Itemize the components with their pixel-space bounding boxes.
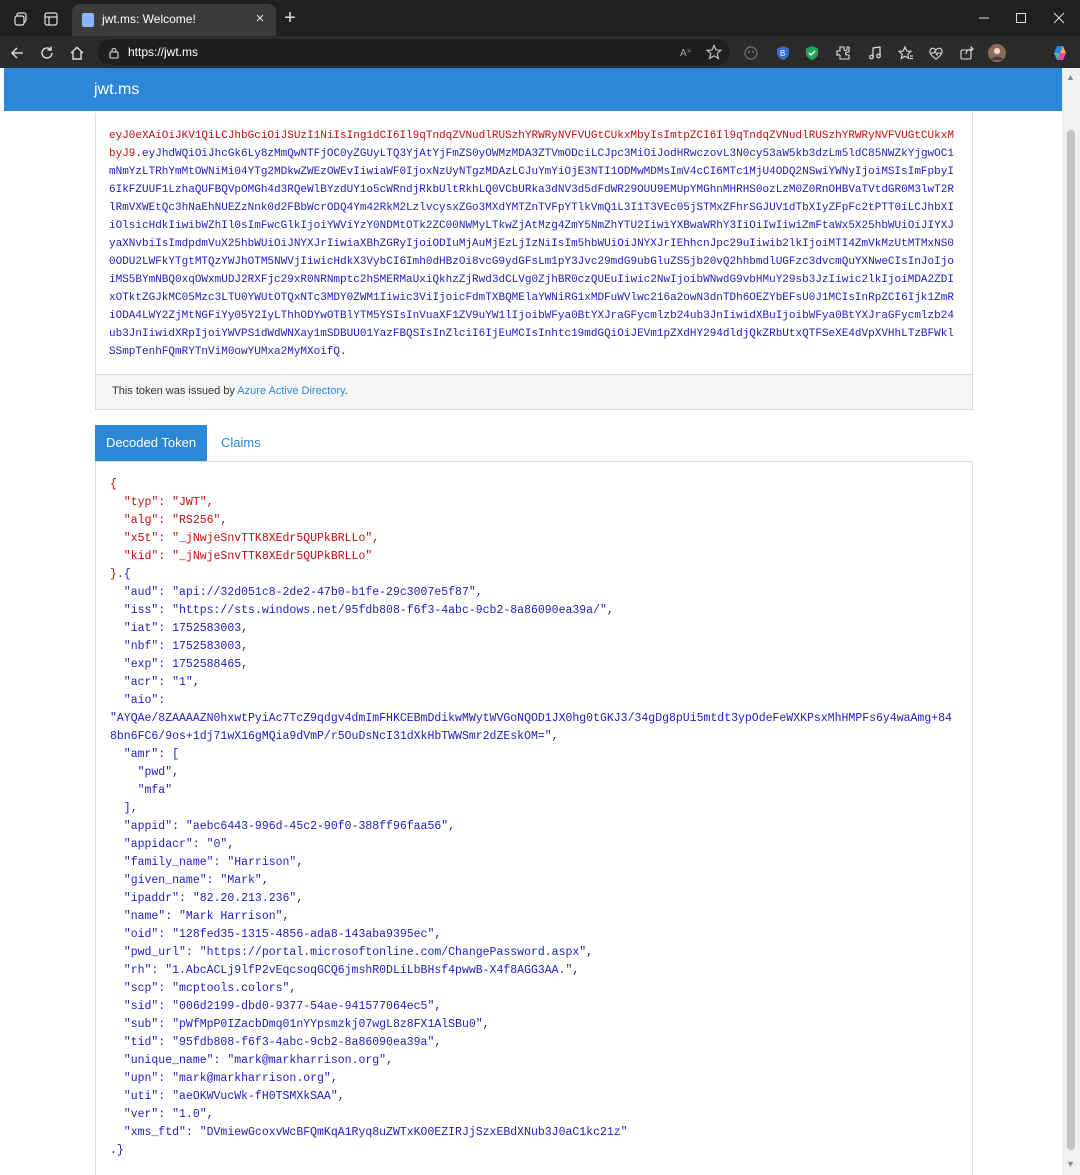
token-separator: . [135,148,143,160]
scrollbar-thumb[interactable] [1067,130,1075,1150]
media-icon[interactable] [866,44,884,62]
maximize-icon[interactable] [1007,8,1035,28]
decoded-json-line: "kid": "_jNwjeSnvTTK8XEdr5QUPkBRLLo" [110,550,373,563]
decoded-json-line: "upn": "mark@markharrison.org", [110,1072,338,1085]
decoded-json-line: "oid": "128fed35-1315-4856-ada8-143aba9395ec", [110,928,442,941]
share-icon[interactable] [958,44,976,62]
browser-toolbar [0,36,1080,68]
decoded-json-line: "family_name": "Harrison", [110,856,304,869]
home-icon[interactable] [66,42,88,64]
json-token: } [116,1144,124,1157]
lock-icon[interactable] [108,46,120,64]
decoded-json-line: "uti": "aeOKWVucWk-fH0TSMXkSAA", [110,1090,345,1103]
svg-text:A: A [680,48,687,59]
token-view-tabs [95,425,973,461]
adblock-shield-icon[interactable] [803,44,821,62]
decoded-json-line: 8bn6FC6/9os+1dj71wX16gMQia9dVmP/r5OuDsNcI31dXkHbTWWSmr2dZEskOM=", [110,730,559,743]
app-header [4,68,1062,111]
back-icon[interactable] [6,42,28,64]
profile-icon[interactable] [988,44,1006,62]
decoded-json-line: ], [110,802,138,815]
decoded-json-line: "appidacr": "0", [110,838,235,851]
issuer-suffix: . [344,385,348,397]
decoded-json-line: "sub": "pWfMpP0IZacbDmq01nYYpsmzkj07wgL8z8FX1AlSBu0", [110,1018,490,1031]
decoded-json-line: "aio": [110,694,166,707]
decoded-json-line: "ver": "1.0", [110,1108,214,1121]
decoded-json-line: "xms_ftd": "DVmiewGcoxvWcBFQmKqA1Ryq8uZWTxKO0EZIRJjSzxEBdXNub3J0aC1kc21z" [110,1126,628,1139]
decoded-json-line: "ipaddr": "82.20.213.236", [110,892,304,905]
decoded-json-line: "amr": [ [110,748,180,761]
json-token: . [110,1144,117,1157]
favorites-icon[interactable] [897,44,915,62]
decoded-json-line: "nbf": 1752583003, [110,640,249,653]
token-payload-segment: eyJhdWQiOiJhcGk6Ly8zMmQwNTFjOC0yZGUyLTQ3YjAtYjFmZS0yOWMzMDA3ZTVmODciLCJpc3MiOiJodHRwczovL3N0cy53aW5kb3dzLm5ldC85NWZkYjgwOC1mNmYzLTRhYmMtOWNiMi04YTg2MDkwZWEzOWEvIiwiaWF0IjoxNzUyNTgzMDAzLCJuYmYiOjE3NTI1ODMwMDMsImV4cCI6MTc1MjU4ODQ2NSwiYWNyIjoiMSIsImFpbyI6IkFZUUF1LzhaQUFBQVpOMGh4d3RQeWlBYzdUY1o5cWRndjRkbUltRkhLQ0VCbURka3dNV3d5dFdWR29OUU9EMUpYMGhnMHRHS0ozLzM0Z0RnOHBVaTVtdGR0M3lwT2RlRmVXWEtQc3hNaEhNUEZzNnk0d2FBbWcrODQ4Ym42RkM2LzlvcysxZGo3MXdYMTZnTVFpYTlkVmQ1L3I1T3VEc05jSTMxZFhrSGJUV1dTbXIyZFpFc2tPTT0iLCJhbXIiOlsicHdkIiwibWZhIl0sImFwcGlkIjoiYWViYzY0NDMtOTk2ZC00NWMyLTkwZjAtMzg4ZmY5NmZhYTU2IiwiYXBwaWRhY3IiOiIwIiwiZmFtaWx5X25hbWUiOiJIYXJyaXNvbiIsImdpdmVuX25hbWUiOiJNYXJrIiwiaXBhZGRyIjoiODIuMjAuMjEzLjIzNiIsIm5hbWUiOiJNYXJrIEhhcnJpc29uIiwib2lkIjoiMTI4ZmVkMzUtMTMxNS00ODU2LWFkYTgtMTQzYWJhOTM5NWVjIiwicHdkX3VybCI6Imh0dHBzOi8vcG9ydGFsLm1pY3Jvc29mdG9ubGluZS5jb20vQ2hhbmdlUGFzc3dvcmQuYXNweCIsInJoIjoiMS5BYmNBQ0xqOWxmUDJ2RXFjc29xR0NRNmptc2hSMERMaUxiQkhzZjRwd3dCLVg0ZjhBR0czQUEuIiwic2NwIjoibWNwdG9vbHMuY29sb3JzIiwic2lkIjoiMDA2ZDIxOTktZGJkMC05Mzc3LTU0YWUtOTQxNTc3MDY0ZWM1Iiwic3ViIjoicFdmTXBQMElaYWNiRG1xMDFuWVlwc216a2owN3dnTDh6OEZYbEFsU0J1MCIsInRpZCI6Ijk1ZmRiODA4LWY2ZjMtNGFiYy05Y2IyLThhODYwOTBlYTM5YSIsInVuaXF1ZV9uYW1lIjoibWFya0BtYXJraGFycmlzb24ub3JnIiwidXBuIjoibWFya0BtYXJraGFycmlzb24ub3JnIiwidXRpIjoiYWVPS1dWdWNXay1mSDBUU01YazFBQSIsInZlciI6IjEuMCIsInhtc19mdGQiOiJEVm1pZXdHY294dldjQkZRbUtxQTFSeXE4dVpXVHhLTzBFWklSSmpTenhFQmRYTnViM0owYUMxa2MyMXoifQ [109,148,954,358]
encoded-token-panel [95,113,973,375]
decoded-json-line: "typ": "JWT", [110,496,214,509]
close-window-icon[interactable] [1045,8,1073,28]
decoded-json-line: "alg": "RS256", [110,514,228,527]
decoded-json-line: "pwd", [110,766,180,779]
tab-claims[interactable]: Claims [221,435,261,450]
encoded-token[interactable] [109,127,959,361]
decoded-json-line [110,566,131,584]
issuer-footer [95,374,973,410]
decoded-json-line: "exp": 1752588465, [110,658,249,671]
favorite-icon[interactable] [706,44,722,60]
svg-text:»: » [687,48,691,55]
decoded-json-line: "mfa" [110,784,173,797]
json-token: . [116,568,124,581]
svg-text:B: B [780,49,786,58]
address-bar[interactable] [98,39,730,65]
tab-title: jwt.ms: Welcome! [102,12,196,26]
decoded-json-line: "name": "Mark Harrison", [110,910,290,923]
token-header-segment: eyJ0eXAiOiJKV1QiLCJhbGciOiJSUzI1NiIsIng1dCI6Il9qTndqZVNudlRUSzhYRWRyNVFVUGtCUkxMbyIsImtpZCI6Il9qTndqZVNudlRUSzhYRWRyNVFVUGtCUkxMbyJ9 [109,130,954,160]
azure-ad-link[interactable]: Azure Active Directory [237,385,345,397]
url-text[interactable]: https://jwt.ms [128,45,199,59]
token-separator: . [340,346,347,358]
decoded-json-line: "aud": "api://32d051c8-2de2-47b0-b1fe-29c3007e5f87", [110,586,483,599]
browser-tab-bar [0,0,1080,36]
tab-close-icon[interactable]: × [255,10,265,27]
refresh-icon[interactable] [36,42,58,64]
decoded-json-line: "scp": "mcptools.colors", [110,982,297,995]
decoded-json-line: "iss": "https://sts.windows.net/95fdb808-f6f3-4abc-9cb2-8a86090ea39a/", [110,604,614,617]
tab-actions-icon[interactable] [40,8,62,30]
page-scrollbar[interactable] [1062,68,1080,1175]
json-token: } [110,568,117,581]
workspaces-icon[interactable] [10,8,32,30]
page-viewport [4,68,1062,1175]
decoded-json-line: "unique_name": "mark@markharrison.org", [110,1054,393,1067]
decoded-json-line [110,1142,124,1160]
read-aloud-icon[interactable] [680,44,696,60]
scroll-down-icon[interactable]: ▼ [1066,1159,1075,1169]
decoded-json-line: "appid": "aebc6443-996d-45c2-90f0-388ff96faa56", [110,820,456,833]
decoded-json-line: "AYQAe/8ZAAAAZN0hxwtPyiAc7TcZ9qdgv4dmImFHKCEBmDdikwMWytWVGoNQOD1JX0hg0tGKJ3/34gDg8pUi5mtdt3ypOdeFeWXKPsxMhHMPFs6y4waAmg+84 [110,712,952,725]
issuer-text [112,385,348,397]
copilot-icon[interactable] [1051,44,1069,62]
json-token: { [123,568,131,581]
decoded-token-panel [95,461,973,1175]
brand-link[interactable]: jwt.ms [94,81,140,98]
decoded-json-line: "rh": "1.AbcACLj9lfP2vEqcsoqGCQ6jmshR0DLiLbBHsf4pwwB-X4f8AGG3AA.", [110,964,580,977]
tab-jwt-ms[interactable] [72,4,276,36]
decoded-json-line: "iat": 1752583003, [110,622,249,635]
decoded-json-line: "sid": "006d2199-dbd0-9377-54ae-941577064ec5", [110,1000,442,1013]
browser-essentials-icon[interactable] [927,44,945,62]
decoded-json-line: "given_name": "Mark", [110,874,269,887]
extension-face-icon[interactable] [742,44,760,62]
extensions-icon[interactable] [834,44,852,62]
decoded-json-line: "pwd_url": "https://portal.microsoftonline.com/ChangePassword.aspx", [110,946,594,959]
tab-decoded-token[interactable]: Decoded Token [95,425,207,461]
new-tab-icon[interactable]: + [284,7,296,29]
page-favicon-icon [82,13,94,27]
minimize-icon[interactable] [970,8,998,28]
shield-extension-icon[interactable] [774,44,792,62]
issuer-prefix: This token was issued by [112,385,238,397]
decoded-json-line: "tid": "95fdb808-f6f3-4abc-9cb2-8a86090ea39a", [110,1036,442,1049]
decoded-json-line: "acr": "1", [110,676,200,689]
decoded-json-line: "x5t": "_jNwjeSnvTTK8XEdr5QUPkBRLLo", [110,532,380,545]
decoded-json-line: { [110,478,117,491]
scroll-up-icon[interactable]: ▲ [1066,72,1075,82]
